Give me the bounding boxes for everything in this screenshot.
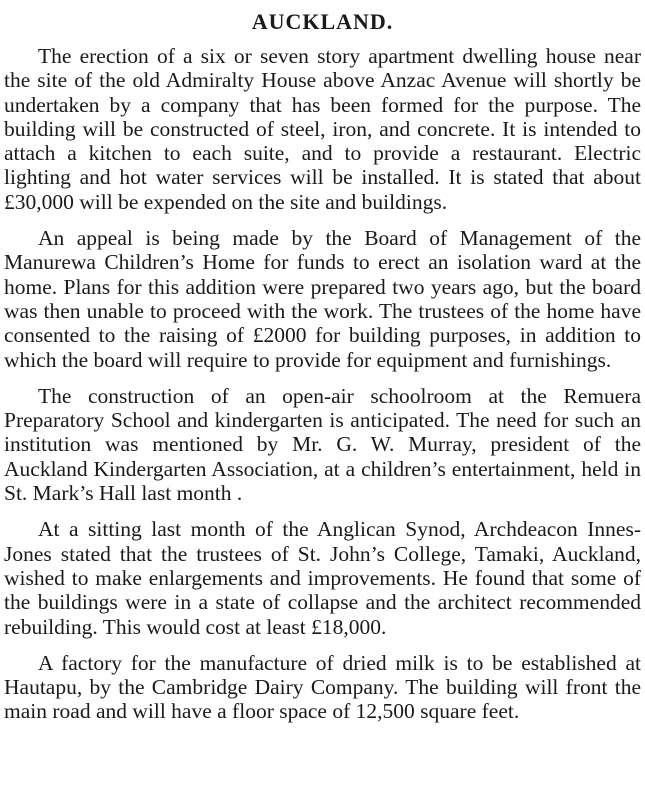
paragraph-st-johns-college: At a sitting last month of the Anglican Synod, Archdeacon Innes-Jones stated that the trustees of St. John’s College, Tamaki, Auckland, wished to make enlargements and improvements. He found that some of the buildings were in a state of collapse and the architect recommended rebuilding. This would cost at least £18,000. bbox=[4, 517, 641, 639]
paragraph-dried-milk-factory: A factory for the manufacture of dried milk is to be established at Hautapu, by the Cambridge Dairy Company. The building will front the main road and will have a floor space of 12,500 square feet. bbox=[4, 650, 641, 724]
article-headline: AUCKLAND. bbox=[251, 9, 394, 34]
paragraph-childrens-home: An appeal is being made by the Board of Management of the Manurewa Children’s Home for funds to erect an isolation ward at the home. Plans for this addition were prepared two years ago, but the board was then unable to proceed with the work. The trustees of the home have consented to the raising of £2000 for building purposes, in addition to which the board will require to provide for equipment and furnishings. bbox=[4, 226, 641, 372]
paragraph-open-air-schoolroom: The construction of an open-air schoolroom at the Remuera Preparatory School and kindergarten is anticipated. The need for such an institution was mentioned by Mr. G. W. Murray, president of the Auckland Kindergarten Association, at a children’s entertainment, held in St. Mark’s Hall last month . bbox=[4, 383, 641, 506]
paragraph-apartment-house: The erection of a six or seven story apartment dwelling house near the site of the old Admiralty House above Anzac Avenue will shortly be undertaken by a company that has been formed for the purpose. The building will be constructed of steel, iron, and concrete. It is intended to attach a kitchen to each suite, and to provide a restaurant. Electric lighting and hot water services will be installed. It is stated that about £30,000 will be expended on the site and buildings. bbox=[4, 44, 641, 214]
